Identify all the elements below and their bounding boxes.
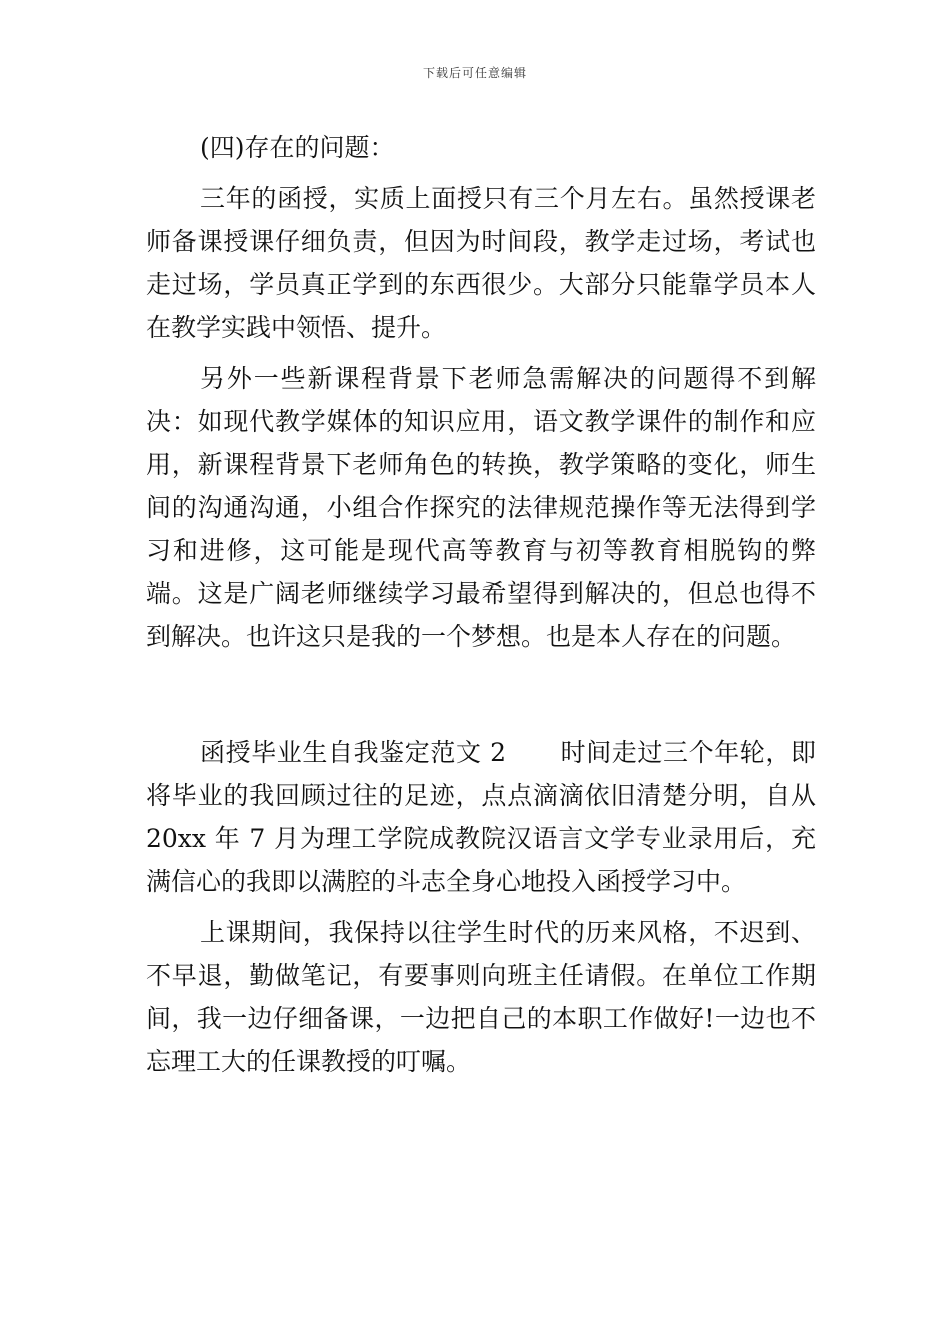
paragraph-2: 另外一些新课程背景下老师急需解决的问题得不到解决：如现代教学媒体的知识应用，语文教学课件的制作和应用，新课程背景下老师角色的转换，教学策略的变化，师生间的沟通沟通，小组合作探究的法律规范操作等无法得到学习和进修，这可能是现代高等教育与初等教育相脱钩的弊端。这是广阔老师继续学习最希望得到解决的，但总也得不到解决。也许这只是我的一个梦想。也是本人存在的问题。 xyxy=(146,364,816,651)
paragraph-4: 上课期间，我保持以往学生时代的历来风格，不迟到、不早退，勤做笔记，有要事则向班主任请假。在单位工作期间，我一边仔细备课，一边把自己的本职工作做好!一边也不忘理工大的任课教授的叮嘱。 xyxy=(146,918,816,1076)
paragraph-1: 三年的函授，实质上面授只有三个月左右。虽然授课老师备课授课仔细负责，但因为时间段，教学走过场，考试也走过场，学员真正学到的东西很少。大部分只能靠学员本人在教学实践中领悟、提升。 xyxy=(146,184,816,342)
section-heading: (四)存在的问题： xyxy=(200,133,395,162)
page-header: 下载后可任意编辑 xyxy=(422,66,527,80)
paragraph-3 xyxy=(146,731,816,903)
document-body xyxy=(146,126,816,1091)
section-spacer xyxy=(146,666,816,731)
essay-paragraph-1-text: 时间走过三个年轮，即将毕业的我回顾过往的足迹，点点滴滴依旧清楚分明，自从 20xx 年 7 月为理工学院成教院汉语言文学专业录用后，充满信心的我即以满腔的斗志全身心地投入函授学习中。 xyxy=(146,738,816,896)
essay-title: 函授毕业生自我鉴定范文 2 xyxy=(200,738,507,767)
